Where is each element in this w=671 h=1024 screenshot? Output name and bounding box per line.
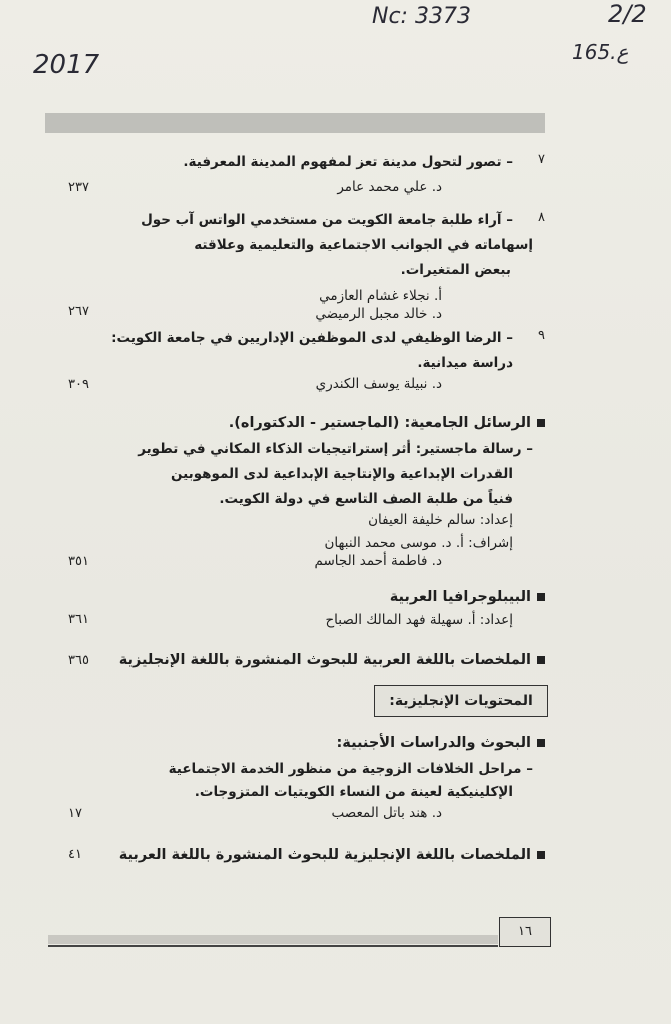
entry-title: – الرضا الوظيفي لدى الموظفين الإداريين في جامعة الكويت: xyxy=(111,330,513,346)
entry-author: أ. نجلاء غشام العازمي xyxy=(319,288,442,304)
entry-title: – آراء طلبة جامعة الكويت من مستخدمي الواتس آب حول xyxy=(141,212,513,228)
footer-bar xyxy=(48,935,498,944)
entry-title: – تصور لتحول مدينة تعز لمفهوم المدينة المعرفية. xyxy=(183,154,513,170)
handwritten-ref-side: 165.ع xyxy=(572,40,629,64)
handwritten-ref-top: Nc: 3373 xyxy=(372,4,471,29)
entry-title: إسهاماته في الجوانب الاجتماعية والتعليمية وعلاقته xyxy=(194,237,533,253)
abstracts-ar-page: ٣٦٥ xyxy=(68,653,89,668)
entry-author: د. خالد مجبل الرميضي xyxy=(315,306,442,322)
thesis-author: د. فاطمة أحمد الجاسم xyxy=(314,553,442,569)
page-number: ١٦ xyxy=(499,917,551,947)
foreign-page: ١٧ xyxy=(68,806,82,821)
header-bar xyxy=(45,113,545,133)
bibliography-page: ٣٦١ xyxy=(68,612,89,627)
entry-author: د. نبيلة يوسف الكندري xyxy=(315,376,442,392)
thesis-page: ٣٥١ xyxy=(68,554,89,569)
thesis-title: – رسالة ماجستير: أثر إستراتيجيات الذكاء المكاني في تطوير xyxy=(138,441,533,457)
entry-page: ٢٦٧ xyxy=(68,304,89,319)
square-bullet-icon xyxy=(537,419,545,427)
square-bullet-icon xyxy=(537,656,545,664)
entry-page: ٣٠٩ xyxy=(68,377,89,392)
abstracts-en-heading: الملخصات باللغة الإنجليزية للبحوث المنشورة باللغة العربية xyxy=(119,843,545,868)
entry-number: ٩ xyxy=(538,328,545,343)
entry-title: ببعض المتغيرات. xyxy=(400,262,511,278)
foreign-title: الإكلينيكية لعينة من النساء الكويتيات المتزوجات. xyxy=(194,784,513,800)
thesis-title: القدرات الإبداعية والإنتاجية الإبداعية لدى الموهوبين xyxy=(170,466,513,482)
bibliography-heading: البيبلوجرافيا العربية xyxy=(390,585,545,610)
foreign-title: – مراحل الخلافات الزوجية من منظور الخدمة الاجتماعية xyxy=(168,761,533,777)
square-bullet-icon xyxy=(537,739,545,747)
theses-heading: الرسائل الجامعية: (الماجستير - الدكتوراه). xyxy=(229,411,545,436)
entry-page: ٢٣٧ xyxy=(68,180,89,195)
english-contents-label: المحتويات الإنجليزية: xyxy=(374,685,548,717)
thesis-title: فنياً من طلبة الصف التاسع في دولة الكويت. xyxy=(219,491,513,507)
thesis-prep: إعداد: سالم خليفة العيفان xyxy=(368,512,513,528)
abstracts-ar-heading: الملخصات باللغة العربية للبحوث المنشورة باللغة الإنجليزية xyxy=(119,648,545,673)
abstracts-en-page: ٤١ xyxy=(68,847,82,862)
square-bullet-icon xyxy=(537,593,545,601)
foreign-author: د. هند باتل المعصب xyxy=(331,805,442,821)
square-bullet-icon xyxy=(537,851,545,859)
entry-author: د. علي محمد عامر xyxy=(337,179,442,195)
bibliography-prep: إعداد: أ. سهيلة فهد المالك الصباح xyxy=(325,612,513,628)
foreign-heading: البحوث والدراسات الأجنبية: xyxy=(336,731,545,756)
entry-title: دراسة ميدانية. xyxy=(417,355,513,371)
footer-rule xyxy=(48,945,498,947)
entry-number: ٨ xyxy=(538,210,545,225)
thesis-supervision: إشراف: أ. د. موسى محمد النبهان xyxy=(324,535,513,551)
entry-number: ٧ xyxy=(538,152,545,167)
handwritten-year: 2017 xyxy=(33,50,100,80)
handwritten-corner: 2/2 xyxy=(608,0,647,28)
